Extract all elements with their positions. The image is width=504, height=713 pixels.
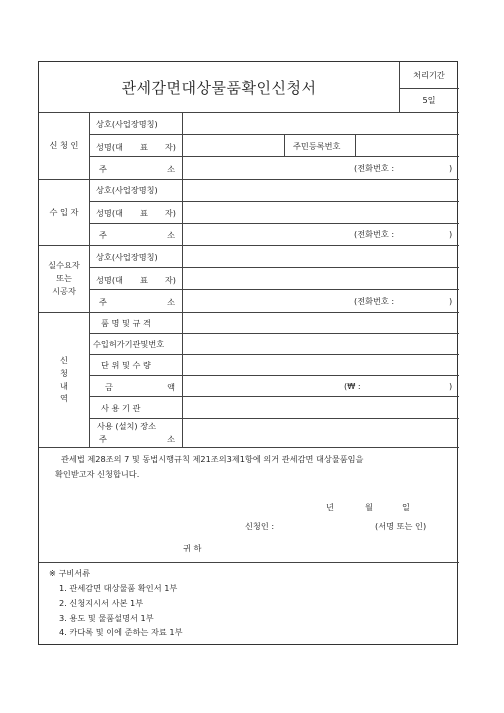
address-label-part: 소: [167, 164, 175, 174]
date-day-label: 일: [402, 502, 410, 512]
item-name-label: 품 명 및 규 격: [101, 318, 151, 328]
processing-period-value: 5일: [422, 94, 436, 105]
importer-company-label: 상호(사업장명칭): [96, 185, 158, 195]
unit-qty-label: 단 위 및 수 량: [101, 360, 151, 370]
cell-divider: [284, 134, 285, 156]
section-line: [39, 179, 459, 180]
use-place-label: 사용 (설치) 장소: [97, 421, 157, 431]
row-line: [89, 333, 459, 334]
attachment-item: 3. 용도 및 물품설명서 1부: [59, 613, 154, 623]
importer-rep-label: [96, 208, 176, 219]
date-year-label: 년: [326, 502, 334, 512]
rep-label-part: 표: [139, 142, 148, 152]
importer-phone-close: ): [449, 229, 453, 239]
row-line: [89, 418, 459, 419]
row-line: [89, 156, 459, 157]
applicant-reg-no-label: 주민등록번호: [293, 141, 341, 151]
amount-close: ): [449, 381, 453, 391]
processing-period-label: 처리기간: [413, 69, 445, 80]
row-line: [89, 375, 459, 376]
rep-label-part: 성명(대: [96, 208, 123, 218]
applicant-company-label: 상호(사업장명칭): [96, 119, 158, 129]
rep-label-part: 자): [164, 208, 176, 218]
rep-label-part: 표: [139, 275, 148, 285]
attachment-item: 1. 관세감면 대상물품 확인서 1부: [59, 583, 178, 593]
importer-section-label: 수 입 자: [49, 206, 79, 217]
amount-label-part: 금: [105, 382, 113, 392]
applicant-sign-label: 신청인 :: [245, 521, 275, 531]
details-label-char: 역: [60, 393, 68, 404]
demander-phone-label: (전화번호 :: [354, 296, 395, 306]
header-bottom-line: [39, 112, 459, 113]
use-place-address-label: [99, 434, 175, 445]
section-line: [39, 245, 459, 246]
demander-phone-close: ): [449, 296, 453, 306]
importer-phone-label: (전화번호 :: [354, 229, 395, 239]
row-line: [89, 354, 459, 355]
section-line: [39, 562, 459, 563]
statement-line-1: 관세법 제28조의 7 및 동법시행규칙 제21조의3제1항에 의거 관세감면 대상물품임을: [61, 454, 364, 464]
attachment-item: 2. 신청지시서 사본 1부: [59, 598, 144, 608]
amount-label: [105, 382, 175, 393]
cell-divider: [355, 134, 356, 156]
row-line: [89, 396, 459, 397]
details-label-char: 내: [60, 380, 68, 391]
rep-label-part: 성명(대: [96, 275, 123, 285]
applicant-phone-close: ): [449, 163, 453, 173]
rep-label-part: 자): [164, 275, 176, 285]
row-line: [89, 223, 459, 224]
demander-section-label: [39, 245, 89, 312]
demander-label-line: 실수요자: [48, 260, 80, 271]
row-line: [89, 267, 459, 268]
rep-label-part: 성명(대: [96, 142, 123, 152]
rep-label-part: 표: [139, 208, 148, 218]
application-form: [38, 61, 458, 645]
use-org-label: 사 용 기 관: [101, 403, 141, 413]
importer-address-label: [99, 230, 175, 241]
demander-label-line: 시공자: [52, 285, 76, 296]
date-month-label: 월: [365, 502, 373, 512]
demander-company-label: 상호(사업장명칭): [96, 252, 158, 262]
address-label-part: 주: [99, 297, 107, 307]
rep-label-part: 자): [164, 142, 176, 152]
form-title: 관세감면대상물품확인신청서: [121, 78, 317, 97]
section-line: [39, 447, 459, 448]
row-line: [89, 289, 459, 290]
address-label-part: 주: [99, 434, 107, 444]
applicant-rep-label: [96, 142, 176, 153]
import-permit-label: 수입허가기관및번호: [93, 339, 165, 349]
address-label-part: 주: [99, 230, 107, 240]
section-line: [39, 312, 459, 313]
signature-label: (서명 또는 인): [375, 521, 427, 531]
applicant-phone-label: (전화번호 :: [354, 163, 395, 173]
amount-currency-label: (₩ :: [344, 381, 361, 391]
addressee-label: 귀 하: [183, 543, 202, 553]
row-line: [89, 134, 459, 135]
details-label-char: 신: [60, 355, 68, 366]
demander-label-line: 또는: [56, 273, 72, 284]
details-label-char: 청: [60, 367, 68, 378]
statement-line-2: 확인받고자 신청합니다.: [55, 469, 140, 479]
address-label-part: 소: [167, 297, 175, 307]
row-line: [89, 201, 459, 202]
amount-label-part: 액: [167, 382, 175, 392]
applicant-section-label: 신 청 인: [49, 140, 79, 151]
demander-address-label: [99, 297, 175, 308]
address-label-part: 소: [167, 230, 175, 240]
address-label-part: 소: [167, 434, 175, 444]
details-section-label: [39, 312, 89, 447]
address-label-part: 주: [99, 164, 107, 174]
applicant-address-label: [99, 164, 175, 175]
attachments-title: ※ 구비서류: [49, 568, 91, 578]
demander-rep-label: [96, 275, 176, 286]
attachment-item: 4. 카다록 및 이에 준하는 자료 1부: [59, 627, 183, 637]
